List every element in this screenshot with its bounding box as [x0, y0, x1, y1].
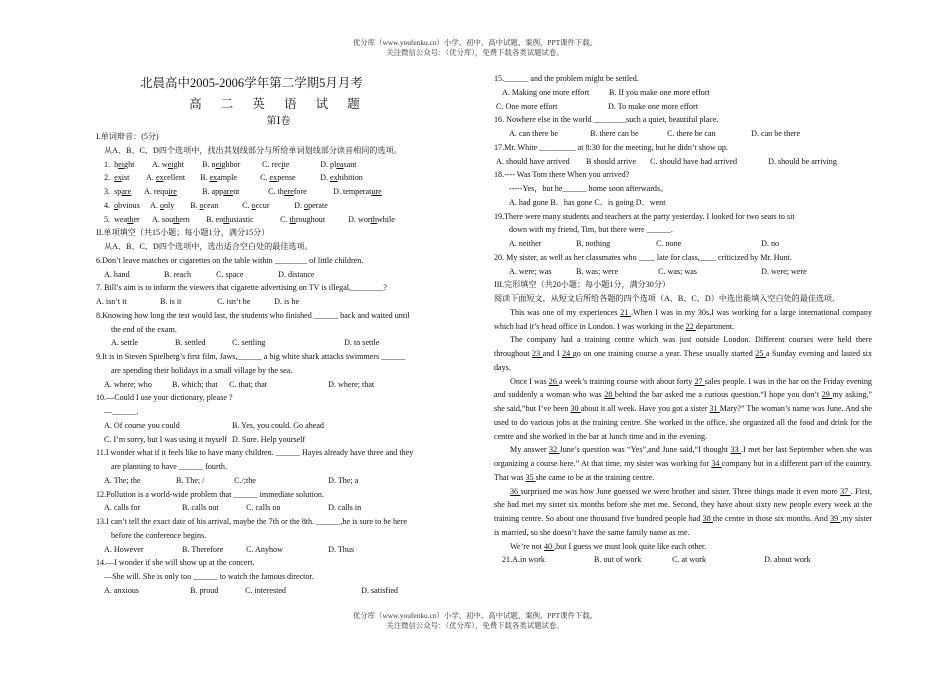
q4-option-b: B. ocean — [190, 200, 219, 210]
q5-option-c: C. throughout — [280, 214, 326, 224]
q14-option-b: B. proud — [190, 585, 219, 595]
q20-option-a: A. were; was — [509, 266, 552, 276]
header-line-1: 优分库（www.youfenku.cn）小学、初中、高中试题、案例、PPT课件下载。 — [352, 38, 598, 47]
question-14-line-1: 14.—I wonder if she will show up at the concert. — [96, 558, 255, 568]
q2-option-d: D. exhibition — [320, 173, 363, 183]
question-20: 20. My sister, as well as her classmates who ____ late for class,____ criticized by Mr. Hunt. — [494, 252, 792, 262]
q17-option-c: C. should have had arrived — [650, 156, 738, 166]
q3-option-c: C. therefore — [268, 187, 307, 196]
q9-option-a: A. where; who — [104, 379, 152, 389]
left-column — [96, 72, 461, 598]
q2-option-b: B. example — [200, 173, 237, 183]
q15-option-a: A. Making one more effort — [502, 87, 590, 97]
blank-26: 26 — [548, 376, 560, 386]
q4-option-d: D. operate — [294, 200, 328, 210]
blank-34: 34 — [711, 459, 722, 468]
section2-instruction: 从A、B、C、D四个选项中，选出适合空白处的最佳选项。 — [104, 242, 313, 251]
question-18-line-2: -----Yes，but he______ home soon afterwards。 — [509, 184, 669, 193]
blank-40: 40 — [543, 541, 555, 551]
question-10-options-2 — [96, 433, 461, 447]
exam-title: 北晨高中2005-2006学年第二学期5月月考 — [140, 76, 363, 90]
blank-38: 38 — [702, 514, 713, 523]
page-header — [0, 38, 950, 57]
blank-31: 31 — [709, 404, 720, 413]
q16-option-c: C. there be can — [667, 129, 716, 138]
question-6: 6.Don’t leave matches or cigarettes on the table within ________ of little children. — [96, 255, 364, 265]
q11-option-b: B. The; / — [176, 475, 205, 485]
q7-option-d: D. is he — [274, 297, 300, 306]
q10-option-a: A. Of course you could — [104, 420, 180, 430]
question-15: 15.______ and the problem might be settled. — [494, 74, 639, 83]
q7-option-c: C. isn’t he — [217, 297, 251, 306]
q17-option-a: A. should have arrived — [496, 156, 570, 166]
q8-option-d: D. to settle — [344, 338, 380, 348]
question-11-line-1: 11.I wonder what if it feels like to have many children. ______ Hayes already have three and they — [96, 448, 414, 458]
q11-option-d: D. The; a — [328, 475, 359, 485]
cloze-paragraph-5: 36 surprised me was how June guessed we were brother and sister. Three things made it even more 37 . First, she had met my sister six months before she met me. Second, they have about sixty new people every week at the training centre. So about one thousand five hundred people had 38 the centre in those six months. And 39 ,my sister is married, so she doesn’t have the same family name as me. — [494, 486, 872, 537]
question-13-line-2: before the conference begins. — [111, 530, 207, 540]
cloze-paragraph-2: The company had a training centre which was just outside London. Different courses were held there throughout 23 and I 24 go on one training course a year. These usually started 25 a Sunday evening and lasted six days. — [494, 335, 873, 372]
q10-option-d: D. Sure. Help yourself — [232, 434, 306, 444]
cloze-paragraph-6: We’re not 40 ,but I guess we must look quite like each other. — [510, 541, 707, 551]
question-10-line-2: —______. — [104, 407, 139, 416]
question-19-options — [494, 237, 872, 251]
q2-option-a: A. excellent — [146, 173, 186, 183]
right-column — [494, 72, 872, 567]
question-11-line-2: are planning to have ______ fourth. — [111, 462, 227, 471]
question-13-options — [96, 543, 461, 557]
question-13-line-1: 13.I can’t tell the exact date of his arrival, maybe the 7th or the 8th. ______,he is sure to be here — [96, 517, 407, 526]
blank-28: 28 — [604, 390, 615, 400]
blank-30: 30 — [570, 404, 581, 413]
q17-option-d: D. should be arriving — [768, 156, 837, 166]
q2-stem: 2. exist — [104, 173, 130, 183]
blank-22: 22 — [685, 321, 696, 331]
question-16-options — [494, 127, 872, 141]
q9-option-c: C. that; that — [229, 379, 268, 389]
q4-stem: 4. obvious — [104, 200, 140, 210]
question-18-line-1: 18.---- Was Tom there When you arrived? — [494, 170, 630, 180]
question-15-options-1 — [494, 86, 872, 100]
question-7: 7. Bill’s aim is to inform the viewers that cigarette advertising on TV is illegal,________? — [96, 283, 388, 293]
q5-option-b: B. enthusiastic — [206, 214, 254, 224]
question-21-options — [494, 553, 872, 567]
q7-option-a: A. isn’t it — [96, 297, 127, 306]
q10-option-b: B. Yes, you could. Go ahead — [232, 420, 324, 430]
question-10-line-1: 10.—Could I use your dictionary, please ? — [96, 393, 233, 403]
q13-option-a: A. However — [104, 544, 144, 554]
q3-stem: 3. spare — [104, 187, 132, 196]
cloze-paragraph-3: Once I was 26 a week’s training course with about forty 27 sales people. I was in the bar on the Friday evening and suddenly a woman who was 28 behind the bar asked me a curious question.“I hope you don’t 29 my asking,” she said,“but I’ve been 30 about it all week. Have you got a sister 31 Mary?” The woman’s name was June. And she used to do various jobs at the training centre. She worked in the office, she organized all the food and drink for the centre and she worked in the bar at lunch time and in the evening. — [494, 376, 873, 441]
blank-32: 32 — [549, 445, 560, 455]
q14-option-a: A. anxious — [104, 585, 140, 595]
blank-37: 37 — [840, 486, 851, 496]
blank-24: 24 — [562, 349, 573, 358]
question-9-line-1: 9.It is in Steven Spielberg’s first film, Jaws,______ a big white shark attacks swimmers ______ — [96, 352, 406, 361]
q12-option-d: D. calls in — [328, 503, 362, 513]
question-8-line-1: 8.Knowing how long the test would last, the students who finished ______ back and waited until — [96, 310, 410, 320]
q1-stem: 1. height — [104, 159, 135, 169]
q5-stem: 5. weather — [104, 214, 140, 224]
q10-option-c: C. I’m sorry, but I was using it myself — [104, 434, 228, 444]
question-8-options — [96, 336, 461, 350]
q21-option-b: B. out of work — [594, 555, 642, 565]
q16-option-b: B. there can be — [590, 129, 639, 138]
section3-heading: III.完形填空（共20小题；每小题1分，满分30分） — [494, 280, 671, 290]
q16-option-d: D. can be there — [751, 129, 801, 138]
question-3 — [96, 185, 461, 199]
question-17: 17.Mr. White _________ at 8:30 for the meeting, but he didn’t show up. — [494, 142, 728, 152]
q15-option-c: C. One more effort — [496, 101, 558, 111]
question-4 — [96, 199, 461, 213]
q16-option-a: A. can there be — [509, 129, 558, 138]
q15-option-b: B. If you make one more effort — [609, 87, 710, 97]
blank-29: 29 — [821, 390, 833, 400]
q1-option-d: D. pleasant — [320, 159, 357, 169]
q4-option-a: A. only — [150, 200, 175, 210]
blank-21: 21 — [620, 307, 632, 317]
q1-option-c: C. recite — [262, 159, 290, 169]
q12-option-a: A. calls for — [104, 503, 141, 513]
q3-option-d: D. temperature — [333, 187, 382, 196]
q17-option-b: B should arrive — [586, 156, 636, 166]
q6-option-d: D. distance — [278, 269, 315, 279]
question-2 — [96, 171, 461, 185]
q21-option-d: D. about work — [764, 555, 811, 565]
q21-option-a: 21.A.in work — [502, 555, 545, 565]
q19-option-a: A. neither — [509, 239, 542, 248]
q7-option-b: B. is it — [160, 297, 182, 306]
q19-option-d: D. no — [761, 239, 780, 248]
blank-39: 39 — [830, 514, 841, 523]
footer-line-2: 关注微信公众号：（优分库），免费下载各类试题试卷。 — [386, 620, 564, 630]
q6-option-a: A. hand — [104, 269, 130, 279]
blank-36: 36 — [510, 486, 521, 496]
q19-option-c: C. none — [656, 239, 682, 248]
q3-option-b: B. apparent — [202, 187, 240, 196]
q13-option-d: D. Thus — [328, 544, 355, 554]
q5-option-a: A. southern — [152, 214, 190, 224]
question-12-options — [96, 501, 461, 515]
q9-option-b: B. which; that — [172, 379, 218, 389]
q20-option-d: D. were; were — [761, 266, 807, 276]
q8-option-c: C. settling — [232, 338, 266, 348]
q5-option-d: D. worthwhile — [348, 214, 395, 224]
q6-option-c: C. space — [216, 269, 244, 279]
question-7-options — [96, 295, 461, 309]
q3-option-a: A. require — [144, 187, 177, 196]
q13-option-c: C. Anyhow — [246, 544, 283, 554]
footer-line-1: 优分库（www.youfenku.cn）小学、初中、高中试题、案例、PPT课件下载。 — [352, 611, 598, 620]
question-14-options — [96, 584, 461, 598]
question-9-options — [96, 378, 461, 392]
q8-option-b: B. settled — [175, 338, 206, 348]
question-9-line-2: are spending their holidays in a small village by the sea. — [111, 365, 293, 375]
blank-33: 33 — [730, 445, 741, 455]
q6-option-b: B. reach — [164, 269, 191, 279]
question-14-line-2: —She will. She is only too ______ to watch the famous director. — [104, 572, 314, 581]
blank-25: 25 — [755, 349, 766, 358]
question-5 — [96, 213, 461, 227]
section1-heading: I.单词辩音：(5分) — [96, 132, 159, 141]
blank-23: 23 — [532, 349, 543, 358]
question-8-line-2: the end of the exam. — [111, 324, 177, 334]
question-19-line-2: down with my friend, Tim, but there were ______. — [509, 225, 673, 235]
question-11-options — [96, 474, 461, 488]
question-19-line-1: 19.There were many students and teachers at the party yesterday. I looked for two seats to sit — [494, 211, 795, 221]
q20-option-b: B. was; were — [576, 266, 619, 276]
q12-option-b: B. calls out — [182, 503, 219, 513]
q1-option-a: A. weight — [152, 159, 184, 169]
question-1 — [96, 158, 461, 172]
section2-heading: II.单项填空（共15小题；每小题1分，满分15分） — [96, 228, 270, 238]
question-20-options — [494, 265, 872, 279]
question-10-options-1 — [96, 419, 461, 433]
q1-option-b: B. neighbor — [202, 159, 241, 169]
header-line-2: 关注微信公众号：（优分库），免费下载各类试题试卷。 — [386, 47, 564, 57]
q20-option-c: C. was; was — [658, 266, 697, 276]
question-12: 12.Pollution is a world-wide problem that ______ immediate solution. — [96, 489, 324, 499]
q4-option-c: C. occur — [242, 200, 270, 210]
blank-35: 35 — [525, 472, 536, 482]
q9-option-d: D. where; that — [328, 379, 375, 389]
q14-option-d: D. satisfied — [361, 585, 398, 595]
question-18-options: A. had gone B．has gone C．is going D．went — [509, 197, 666, 207]
q11-option-c: C./;the — [234, 475, 256, 485]
q14-option-c: C. interested — [245, 585, 286, 595]
q12-option-c: C. calls on — [246, 503, 281, 513]
question-17-options — [494, 155, 872, 169]
q13-option-b: B. Therefore — [182, 544, 224, 554]
q8-option-a: A. settle — [111, 338, 138, 348]
q2-option-c: C. expense — [260, 173, 296, 183]
section1-instruction: 从A、B、C、D四个选项中，找出其划线部分与所给单词划线部分读音相同的选项。 — [104, 145, 402, 155]
q19-option-b: B. nothing — [576, 239, 611, 248]
q11-option-a: A. The; the — [104, 475, 141, 485]
section3-instruction: 阅读下面短文，从短文后所给各题的四个选项（A、B、C、D）中选出能填入空白处的最佳选项。 — [494, 294, 841, 303]
question-6-options — [96, 268, 461, 282]
q21-option-c: C. at work — [672, 555, 707, 565]
blank-27: 27 — [694, 376, 705, 386]
q15-option-d: D. To make one more effort — [608, 101, 698, 111]
cloze-paragraph-4: My answer 32 June’s question was “Yes”,and June said,“I thought 33 .I met her last September when she was organizing a course here.” At that time, my sister was working for 34 company but in a different part of the country. That was 35 she came to be at the training centre. — [494, 445, 872, 482]
question-16: 16. Nowhere else in the world ________such a quiet, beautiful place. — [494, 115, 719, 125]
cloze-paragraph-1: This was one of my experiences 21 .When I was in my 30s,I was working for a large international company which had it’s head office in London. I was working in the 22 department. — [494, 307, 872, 331]
page-footer — [0, 611, 950, 630]
question-15-options-2 — [494, 100, 872, 114]
subject-title: 高 二 英 语 试 题 — [189, 97, 368, 111]
volume-title: 第Ⅰ卷 — [266, 116, 291, 127]
